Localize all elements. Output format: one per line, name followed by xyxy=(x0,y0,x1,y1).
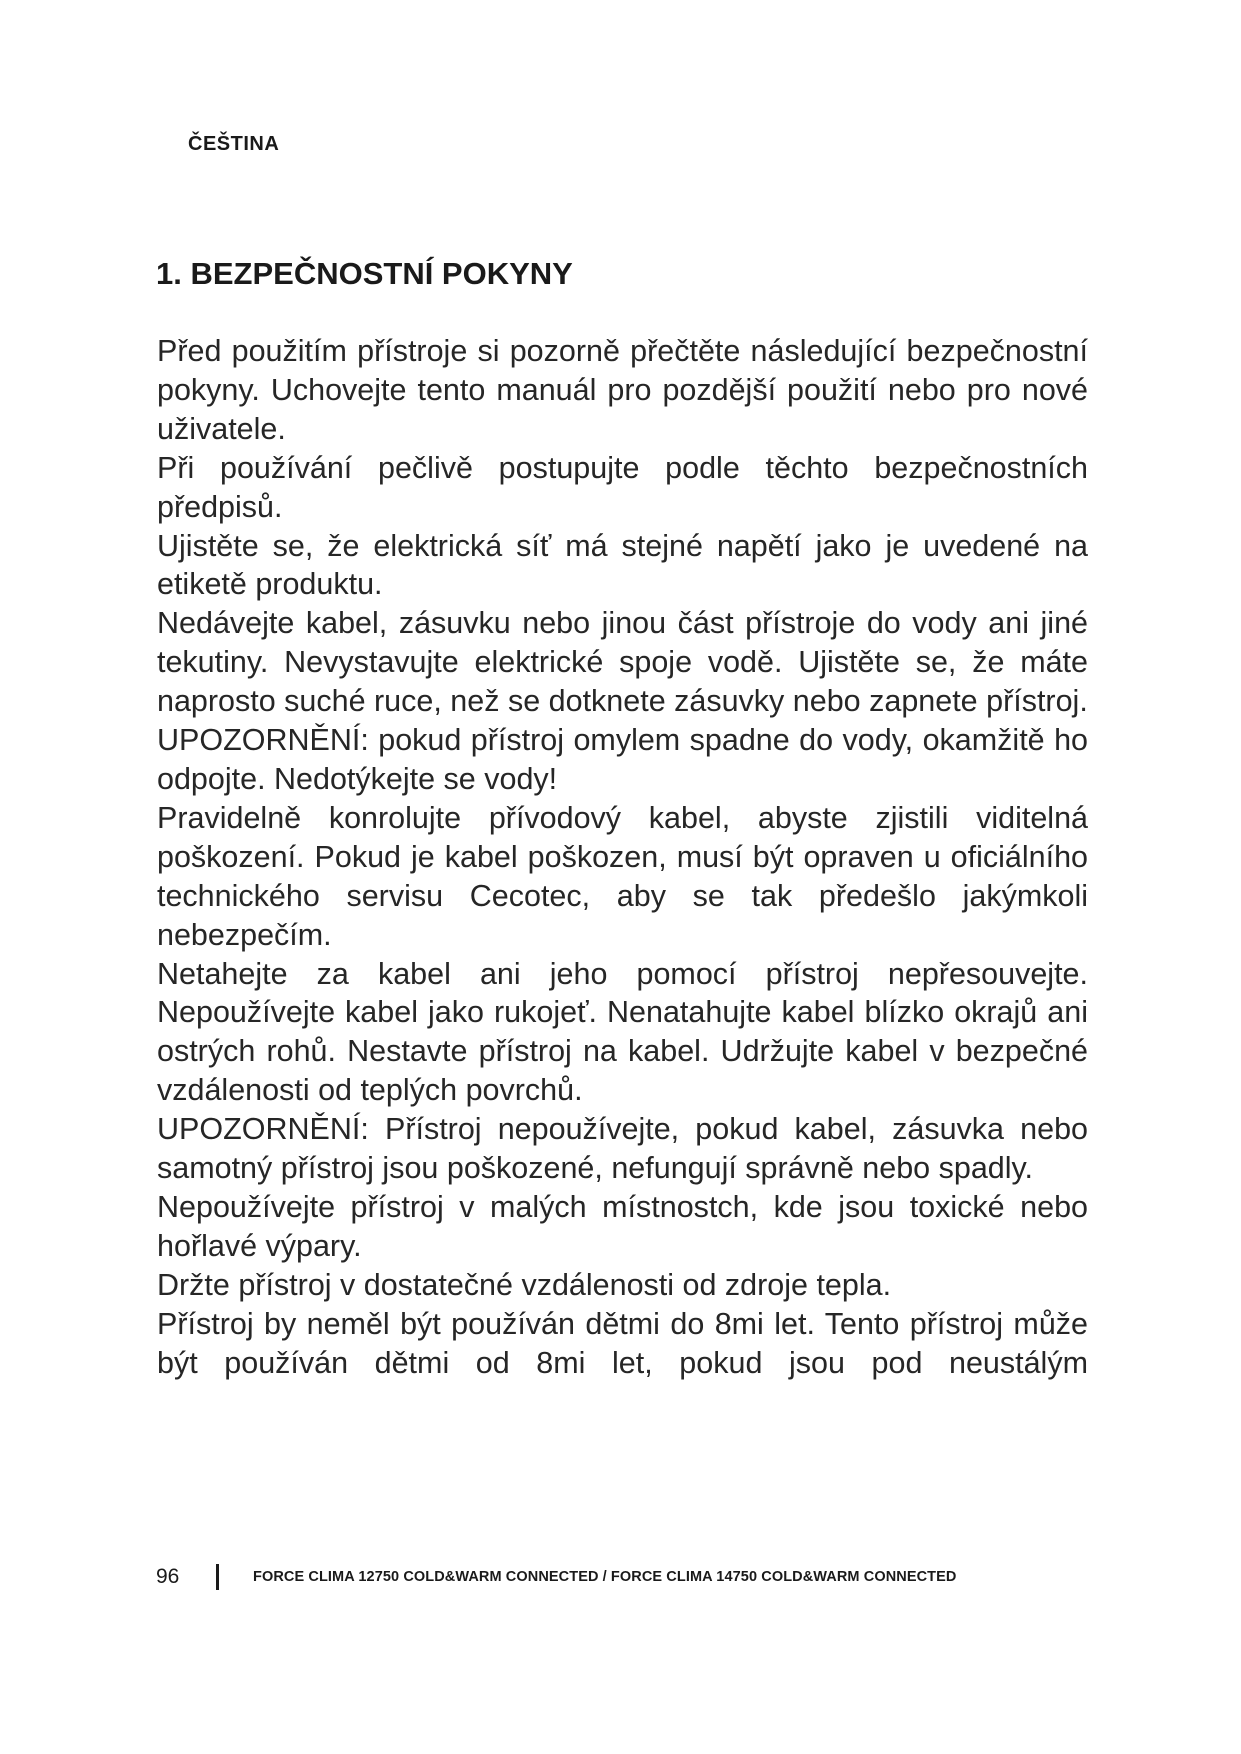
language-label: ČEŠTINA xyxy=(188,133,280,155)
page-footer xyxy=(156,1562,956,1592)
paragraph: Při používání pečlivě postupujte podle těchto bezpečnostních předpisů. xyxy=(157,450,1088,524)
paragraph: Ujistěte se, že elektrická síť má stejné napětí jako je uvedené na etiketě produktu. xyxy=(157,528,1088,602)
paragraph: Nepoužívejte přístroj v malých místnostch, kde jsou toxické nebo hořlavé výpary. xyxy=(157,1189,1088,1263)
paragraph: Netahejte za kabel ani jeho pomocí přístroj nepřesouvejte. Nepoužívejte kabel jako rukojeť. Nenatahujte kabel blízko okrajů ani ostrých rohů. Nestavte přístroj na kabel. Udržujte kabel v bezpečné vzdálenosti od teplých povrchů. xyxy=(157,956,1088,1108)
paragraph: Pravidelně konrolujte přívodový kabel, abyste zjistili viditelná poškození. Pokud je kabel poškozen, musí být opraven u oficiálního technického servisu Cecotec, aby se tak předešlo jakýmkoli nebezpečím. xyxy=(157,800,1088,952)
body-text xyxy=(157,332,1088,1382)
footer-product-name: FORCE CLIMA 12750 COLD&WARM CONNECTED / FORCE CLIMA 14750 COLD&WARM CONNECTED xyxy=(253,1569,957,1585)
footer-divider xyxy=(216,1564,219,1590)
section-title: 1. BEZPEČNOSTNÍ POKYNY xyxy=(156,256,573,291)
paragraph: UPOZORNĚNÍ: Přístroj nepoužívejte, pokud kabel, zásuvka nebo samotný přístroj jsou poškozené, nefungují správně nebo spadly. xyxy=(157,1112,1088,1186)
paragraph: UPOZORNĚNÍ: pokud přístroj omylem spadne do vody, okamžitě ho odpojte. Nedotýkejte se vody! xyxy=(157,723,1088,796)
paragraph: Držte přístroj v dostatečné vzdálenosti od zdroje tepla. xyxy=(157,1267,892,1302)
page-number: 96 xyxy=(156,1565,180,1588)
paragraph: Přístroj by neměl být používán dětmi do 8mi let. Tento přístroj může být používán dětmi od 8mi let, pokud jsou pod neustálým xyxy=(157,1306,1088,1380)
paragraph: Před použitím přístroje si pozorně přečtěte následující bezpečnostní pokyny. Uchovejte tento manuál pro pozdější použití nebo pro nové uživatele. xyxy=(157,334,1088,446)
paragraph: Nedávejte kabel, zásuvku nebo jinou část přístroje do vody ani jiné tekutiny. Nevystavujte elektrické spoje vodě. Ujistěte se, že máte naprosto suché ruce, než se dotknete zásuvky nebo zapnete přístroj. xyxy=(157,606,1088,719)
